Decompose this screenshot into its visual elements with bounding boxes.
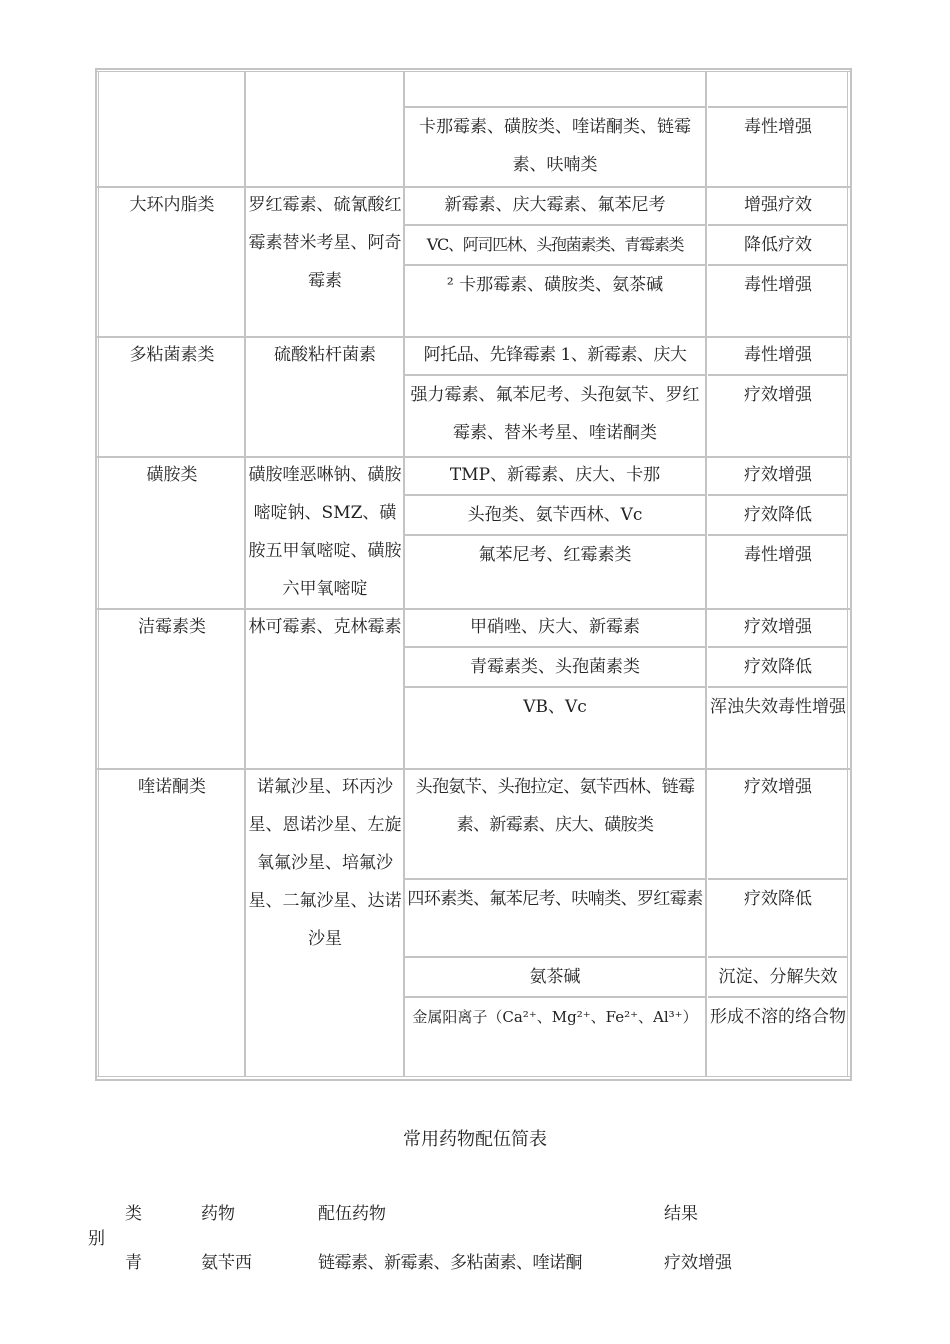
with-cell: 卡那霉素、磺胺类、喹诺酮类、链霉素、呋喃类 (419, 117, 691, 175)
subrow-divider (405, 956, 705, 958)
with-cell: 青霉素类、头孢菌素类 (470, 657, 640, 677)
subrow-divider (708, 264, 848, 266)
with-cell: 强力霉素、氟苯尼考、头孢氨苄、罗红霉素、替米考星、喹诺酮类 (410, 385, 700, 443)
subrow-divider (405, 686, 705, 688)
row-with: 链霉素、新霉素、多粘菌素、喹诺酮 (318, 1253, 582, 1273)
result-cell: 疗效降低 (744, 657, 812, 677)
drugs-cell: 诺氟沙星、环丙沙星、恩诺沙星、左旋氧氟沙星、培氟沙星、二氟沙星、达诺沙星 (248, 777, 402, 949)
result-cell: 疗效增强 (744, 465, 812, 485)
subrow-divider (708, 494, 848, 496)
result-cell: 形成不溶的络合物 (710, 1007, 846, 1027)
subrow-divider (405, 224, 705, 226)
table-border-right-inner (847, 71, 848, 1077)
drugs-cell: 硫酸粘杆菌素 (274, 345, 376, 365)
result-cell: 毒性增强 (744, 275, 812, 295)
section-title: 常用药物配伍简表 (403, 1129, 547, 1150)
subrow-divider (708, 878, 848, 880)
drugs-cell (247, 76, 403, 186)
subrow-divider (405, 264, 705, 266)
result-cell: 疗效降低 (744, 505, 812, 525)
with-cell: 头孢氨苄、头孢拉定、氨苄西林、链霉素、新霉素、庆大、磺胺类 (415, 777, 695, 835)
result-cell: 毒性增强 (744, 117, 812, 137)
with-cell: VB、Vc (523, 697, 587, 717)
drugs-cell: 林可霉素、克林霉素 (248, 617, 402, 637)
header-category: 类 (125, 1204, 142, 1224)
result-cell: 降低疗效 (744, 235, 812, 255)
subrow-divider (708, 956, 848, 958)
with-cell: 头孢类、氨苄西林、Vc (467, 505, 643, 525)
table-border-left (95, 68, 97, 1080)
result-cell: 疗效增强 (744, 617, 812, 637)
header-with: 配伍药物 (318, 1204, 386, 1224)
category-cell (100, 76, 244, 186)
subrow-divider (405, 494, 705, 496)
result-cell: 疗效增强 (744, 385, 812, 405)
header-result: 结果 (664, 1204, 698, 1224)
drugs-cell: 磺胺喹恶啉钠、磺胺嘧啶钠、SMZ、磺胺五甲氧嘧啶、磺胺六甲氧嘧啶 (248, 465, 402, 599)
table-border-top (95, 68, 852, 70)
subrow-divider (708, 534, 848, 536)
with-cell: 氟苯尼考、红霉素类 (478, 545, 632, 565)
row-divider (97, 336, 850, 338)
subrow-divider (708, 224, 848, 226)
table-border-left-inner (98, 71, 99, 1077)
column-divider (403, 71, 405, 1077)
table-border-bottom-inner (97, 1076, 850, 1077)
result-cell: 毒性增强 (744, 545, 812, 565)
subrow-divider (708, 374, 848, 376)
with-cell: 阿托品、先锋霉素 1、新霉素、庆大 (423, 345, 687, 365)
with-cell: 金属阳离子（Ca²⁺、Mg²⁺、Fe²⁺、Al³⁺） (412, 1008, 698, 1026)
result-cell: 疗效增强 (744, 777, 812, 797)
row-category: 青 (125, 1253, 142, 1273)
column-divider (244, 71, 246, 1077)
result-cell: 增强疗效 (744, 195, 812, 215)
with-cell: 氨茶碱 (529, 967, 581, 987)
category-cell: 大环内脂类 (129, 195, 215, 215)
subrow-divider (708, 686, 848, 688)
row-divider (97, 608, 850, 610)
category-cell: 多粘菌素类 (129, 345, 215, 365)
result-cell: 浑浊失效毒性增强 (710, 697, 846, 717)
table-border-top-inner (97, 71, 850, 72)
subrow-divider (405, 534, 705, 536)
table-border-bottom (95, 1079, 852, 1081)
subrow-divider (405, 996, 705, 998)
subrow-divider (405, 374, 705, 376)
with-cell: 甲硝唑、庆大、新霉素 (470, 617, 640, 637)
subrow-divider (708, 996, 848, 998)
category-cell: 喹诺酮类 (138, 777, 206, 797)
header-category-cont: 别 (88, 1229, 105, 1249)
subrow-divider (708, 106, 848, 108)
with-cell: 新霉素、庆大霉素、氟苯尼考 (444, 195, 666, 215)
row-divider (97, 456, 850, 458)
subrow-divider (405, 878, 705, 880)
with-cell (405, 76, 705, 108)
subrow-divider (708, 646, 848, 648)
subrow-divider (405, 646, 705, 648)
with-cell: 四环素类、氟苯尼考、呋喃类、罗红霉素 (407, 889, 703, 909)
category-cell: 洁霉素类 (138, 617, 206, 637)
row-result: 疗效增强 (664, 1253, 732, 1273)
with-cell: TMP、新霉素、庆大、卡那 (449, 465, 661, 485)
header-drug: 药物 (201, 1204, 235, 1224)
row-drug: 氨苄西 (201, 1253, 252, 1273)
result-cell: 疗效降低 (744, 889, 812, 909)
result-cell: 沉淀、分解失效 (718, 967, 838, 987)
with-cell: ² 卡那霉素、磺胺类、氨茶碱 (446, 275, 664, 295)
category-cell: 磺胺类 (146, 465, 198, 485)
result-cell (708, 76, 848, 108)
subrow-divider (405, 106, 705, 108)
column-divider (705, 71, 707, 1077)
result-cell: 毒性增强 (744, 345, 812, 365)
table-border-right (850, 68, 852, 1080)
row-divider (97, 768, 850, 770)
with-cell: VC、阿司匹林、头孢菌素类、青霉素类 (426, 235, 684, 254)
drugs-cell: 罗红霉素、硫氰酸红霉素替米考星、阿奇霉素 (248, 195, 402, 291)
row-divider (97, 186, 850, 188)
